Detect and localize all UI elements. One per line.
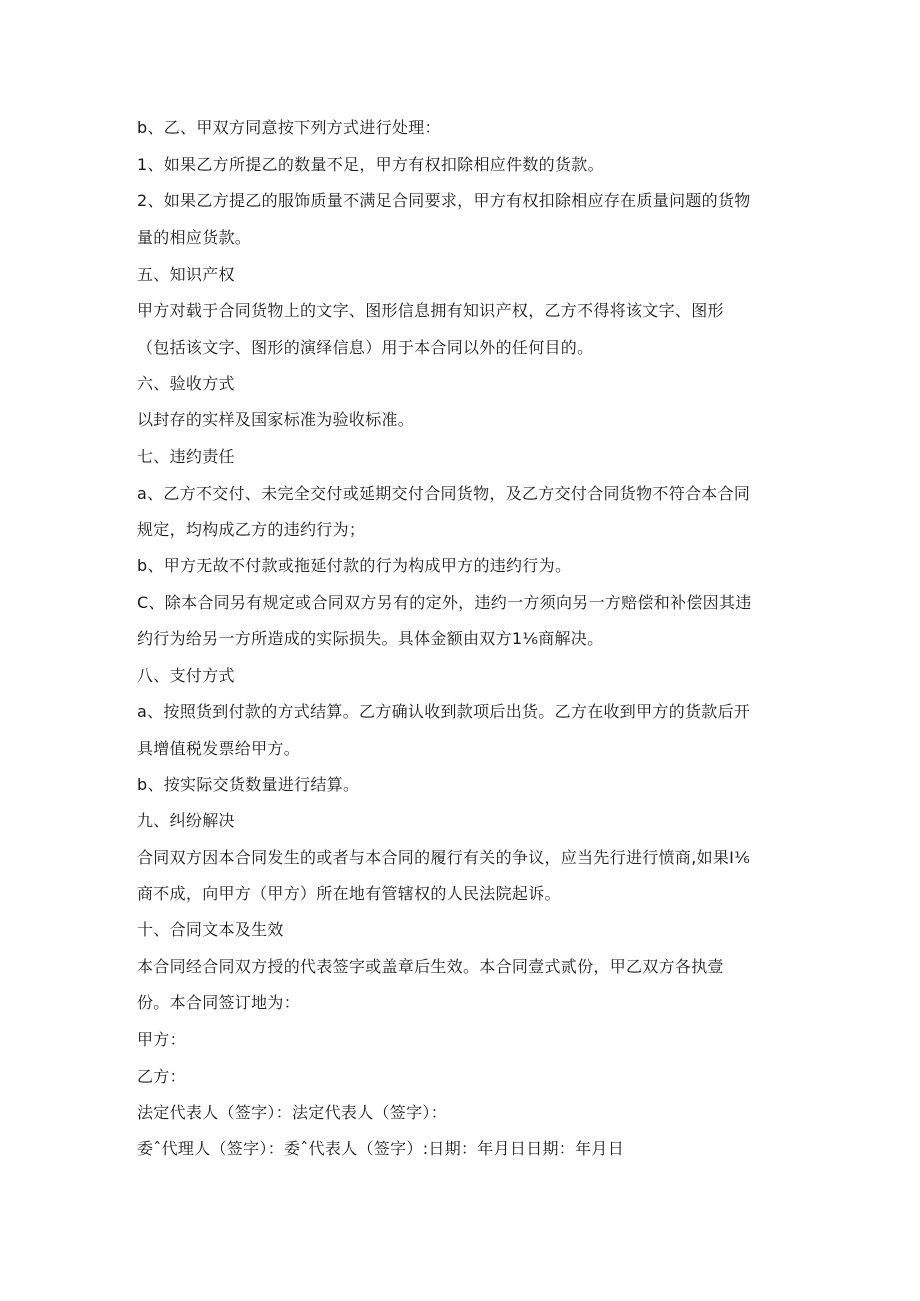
clause-2-quality: 2、如果乙方提乙的服饰质量不满足合同要求，甲方有权扣除相应存在质量问题的货物 — [137, 191, 751, 210]
clause-1-quantity: 1、如果乙方所提乙的数量不足，甲方有权扣除相应件数的货款。 — [137, 155, 604, 174]
section-heading-liability: 七、违约责任 — [137, 447, 235, 466]
paragraph-dispute: 合同双方因本合同发生的或者与本合同的履行有关的争议，应当先行进行愤商,如果I⅙ — [137, 848, 751, 867]
section-heading-dispute: 九、纠纷解决 — [137, 811, 235, 830]
party-b-label: 乙方： — [137, 1067, 186, 1086]
paragraph-effect: 本合同经合同双方授的代表签字或盖章后生效。本合同壹式贰份，甲乙双方各执壹 — [137, 957, 724, 976]
clause-b-handling: b、乙、甲双方同意按下列方式进行处理： — [137, 118, 441, 137]
paragraph-ip: 甲方对载于合同货物上的文字、图形信息拥有知识产权，乙方不得将该文字、图形 — [137, 301, 724, 320]
clause-a-payment: a、按照货到付款的方式结算。乙方确认收到款项后出货。乙方在收到甲方的货款后开 — [137, 702, 751, 721]
agent-signature-date-line: 委ˆ代理人（签字）：委ˆ代表人（签字）:日期：年月日日期：年月日 — [137, 1139, 624, 1158]
party-a-label: 甲方： — [137, 1030, 186, 1049]
clause-a-payment-cont: 具增值税发票给甲方。 — [137, 739, 301, 758]
section-heading-payment: 八、支付方式 — [137, 666, 235, 685]
paragraph-dispute-cont: 商不成，向甲方（甲方）所在地有管辖权的人民法院起诉。 — [137, 884, 561, 903]
paragraph-acceptance: 以封存的实样及国家标准为验收标准。 — [137, 410, 415, 429]
legal-representative-line: 法定代表人（签字）：法定代表人（签字）： — [137, 1103, 448, 1122]
paragraph-effect-cont: 份。本合同签订地为： — [137, 993, 301, 1012]
section-heading-ip: 五、知识产权 — [137, 265, 235, 284]
clause-c-liability: C、除本合同另有规定或合同双方另有的定外，违约一方须向另一方赔偿和补偿因其违 — [137, 593, 752, 612]
section-heading-effect: 十、合同文本及生效 — [137, 920, 284, 939]
clause-c-liability-cont: 约行为给另一方所造成的实际损失。具体金额由双方1⅙商解决。 — [137, 629, 604, 648]
clause-2-quality-cont: 量的相应货款。 — [137, 228, 252, 247]
clause-a-liability: a、乙方不交付、未完全交付或延期交付合同货物，及乙方交付合同货物不符合本合同 — [137, 484, 751, 503]
clause-b-payment: b、按实际交货数量进行结算。 — [137, 775, 360, 794]
clause-b-liability: b、甲方无故不付款或拖延付款的行为构成甲方的违约行为。 — [137, 556, 572, 575]
section-heading-acceptance: 六、验收方式 — [137, 374, 235, 393]
clause-a-liability-cont: 规定，均构成乙方的违约行为； — [137, 520, 366, 539]
paragraph-ip-cont: （包括该文字、图形的演绎信息）用于本合同以外的任何目的。 — [137, 338, 594, 357]
